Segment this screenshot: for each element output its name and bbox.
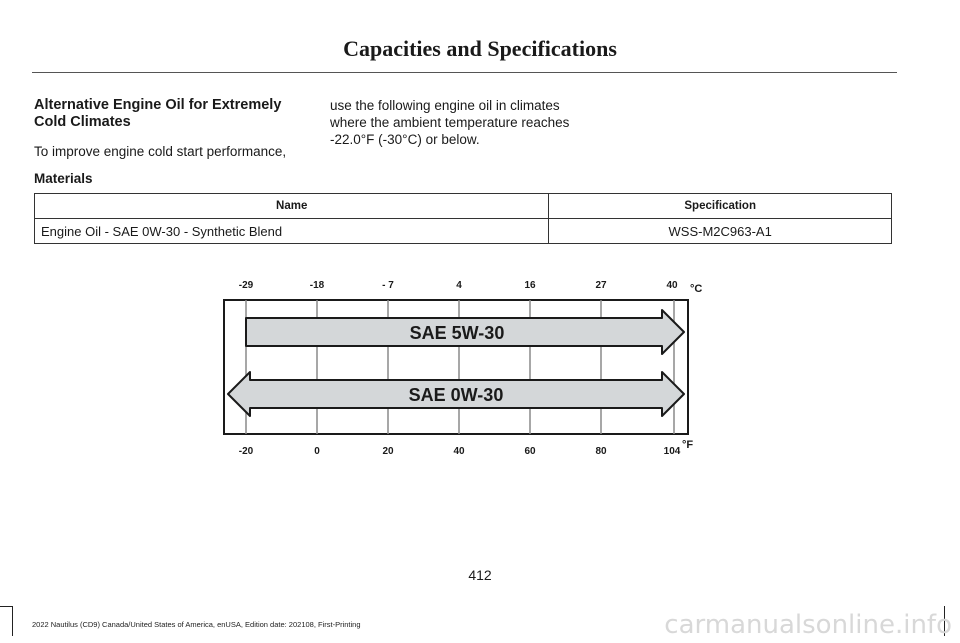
continued-paragraph: use the following engine oil in climates where the ambient temperature reaches -22.0°F (-30°C) or below.: [330, 98, 570, 147]
celsius-tick-label: - 7: [382, 280, 394, 291]
celsius-tick-label: -18: [309, 280, 325, 291]
fahrenheit-tick-label: 104: [663, 446, 681, 457]
fahrenheit-tick-label: 40: [453, 446, 465, 457]
celsius-unit-label: °C: [690, 283, 703, 295]
right-column: [330, 97, 595, 148]
oil-grade-label: SAE 0W-30: [408, 385, 504, 405]
crop-mark-left: [12, 606, 13, 636]
fahrenheit-tick-label: 80: [595, 446, 607, 457]
column-header-specification: Specification: [549, 194, 892, 219]
material-name-cell: Engine Oil - SAE 0W-30 - Synthetic Blend: [35, 219, 549, 244]
table-row: [35, 219, 892, 244]
celsius-tick-label: 4: [456, 280, 462, 291]
material-spec-cell: WSS-M2C963-A1: [549, 219, 892, 244]
celsius-tick-label: -29: [238, 280, 254, 291]
fahrenheit-tick-label: 0: [314, 446, 320, 457]
section-heading: Alternative Engine Oil for Extremely Cold Climates: [34, 97, 282, 130]
intro-paragraph: To improve engine cold start performance,: [34, 144, 287, 159]
fahrenheit-tick-label: -20: [238, 446, 254, 457]
fahrenheit-tick-label: 60: [524, 446, 536, 457]
crop-mark-left-h: [0, 606, 12, 607]
oil-chart-svg: [222, 272, 712, 462]
page-title: Capacities and Specifications: [343, 36, 617, 61]
footer-text: 2022 Nautilus (CD9) Canada/United States of America, enUSA, Edition date: 202108, First-Printing: [32, 620, 361, 629]
materials-table: [34, 193, 892, 244]
header-divider: [32, 72, 897, 73]
table-header-row: [35, 194, 892, 219]
fahrenheit-tick-label: 20: [382, 446, 394, 457]
oil-temperature-chart: [222, 272, 712, 467]
fahrenheit-unit-label: °F: [682, 439, 694, 451]
materials-label: Materials: [34, 171, 93, 186]
celsius-tick-label: 40: [666, 280, 678, 291]
watermark-logo: carmanualsonline.info: [664, 610, 952, 640]
oil-grade-label: SAE 5W-30: [409, 323, 505, 343]
left-column: [34, 97, 309, 160]
celsius-tick-label: 16: [524, 280, 536, 291]
column-header-name: Name: [35, 194, 549, 219]
celsius-tick-label: 27: [595, 280, 607, 291]
page-number: 412: [468, 567, 492, 583]
